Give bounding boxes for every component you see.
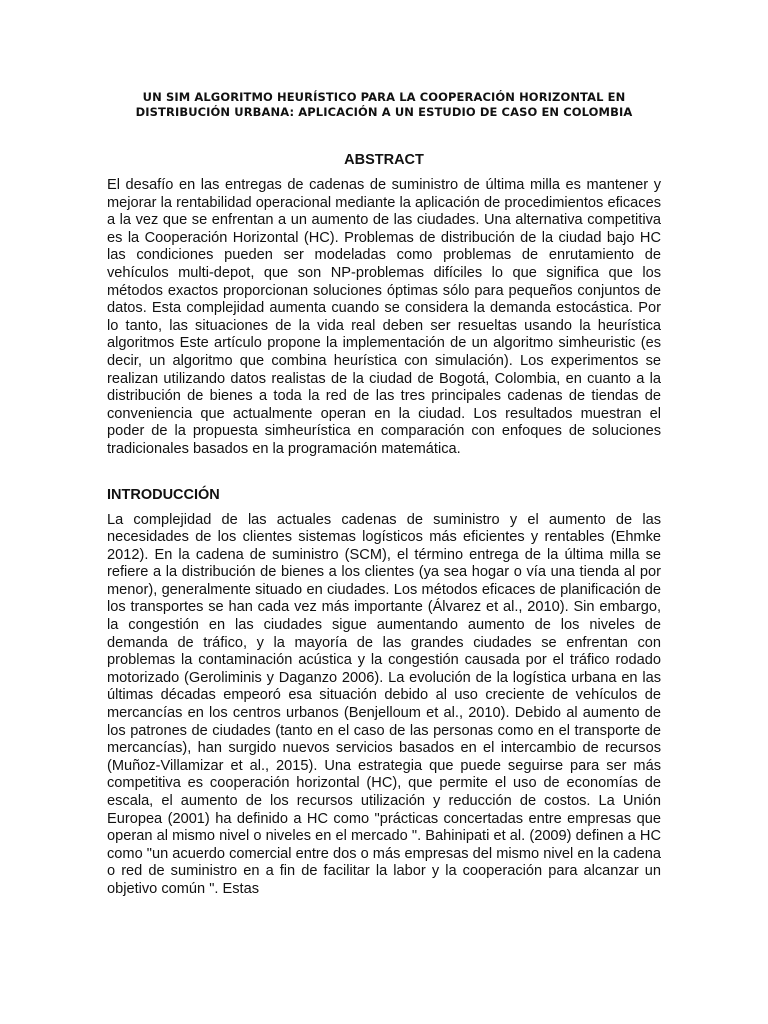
abstract-paragraph: El desafío en las entregas de cadenas de suministro de última milla es mantener y mejorar la rentabilidad operacional mediante la aplicación de procedimientos eficaces a la vez que se enfrentan a un aumento de las ciudades. Una alternativa competitiva es la Cooperación Horizontal (HC). Problemas de distribución de la ciudad bajo HC las condiciones pueden ser modeladas como problemas de enrutamiento de vehículos multi-depot, que son NP-problemas difíciles lo que significa que los métodos exactos proporcionan soluciones óptimas sólo para pequeños conjuntos de datos. Esta complejidad aumenta cuando se considera la demanda estocástica. Por lo tanto, las situaciones de la vida real deben ser resueltas usando la heurística algoritmos Este artículo propone la implementación de un algoritmo simheuristic (es decir, un algoritmo que combina heurística con simulación). Los experimentos se realizan utilizando datos realistas de la ciudad de Bogotá, Colombia, en cuanto a la distribución de bienes a toda la red de las tres principales cadenas de tiendas de conveniencia que actualmente operan en la ciudad. Los resultados muestran el poder de la propuesta simheurística en comparación con enfoques de soluciones tradicionales basados en la programación matemática. xyxy=(107,177,661,457)
document-page xyxy=(107,90,661,899)
title-line-2: DISTRIBUCIÓN URBANA: APLICACIÓN A UN ESTUDIO DE CASO EN COLOMBIA xyxy=(135,104,633,119)
introduction-paragraph: La complejidad de las actuales cadenas de suministro y el aumento de las necesidades de los clientes sistemas logísticos más eficientes y rentables (Ehmke 2012). En la cadena de suministro (SCM), el término entrega de la última milla se refiere a la distribución de bienes a los clientes (ya sea hogar o vía una tienda al por menor), generalmente situado en ciudades. Los métodos eficaces de planificación de los transportes se han cada vez más importante (Álvarez et al., 2010). Sin embargo, la congestión en las ciudades sigue aumentando aumento de los niveles de demanda de tráfico, y la mayoría de las grandes ciudades se enfrentan con problemas la contaminación acústica y la congestión causada por el tráfico rodado motorizado (Geroliminis y Daganzo 2006). La evolución de la logística urbana en las últimas décadas empeoró esa situación debido al uso creciente de vehículos de mercancías en los centros urbanos (Benjelloum et al., 2010). Debido al aumento de los patrones de ciudades (tanto en el caso de las personas como en el transporte de mercancías), han surgido nuevos servicios basados en el intercambio de recursos (Muñoz-Villamizar et al., 2015). Una estrategia que puede seguirse para ser más competitiva es cooperación horizontal (HC), que permite el uso de economías de escala, el aumento de los recursos utilización y reducción de costos. La Unión Europea (2001) ha definido a HC como "prácticas concertadas entre empresas que operan al mismo nivel o niveles en el mercado ". Bahinipati et al. (2009) definen a HC como "un acuerdo comercial entre dos o más empresas del mismo nivel en la cadena o red de suministro en a fin de facilitar la labor y la cooperación para alcanzar un objetivo común ". Estas xyxy=(107,511,661,897)
abstract-heading: ABSTRACT xyxy=(344,152,424,168)
title-line-1: UN SIM ALGORITMO HEURÍSTICO PARA LA COOPERACIÓN HORIZONTAL EN xyxy=(142,90,626,104)
paper-title xyxy=(107,90,661,119)
introduction-heading: INTRODUCCIÓN xyxy=(107,486,220,503)
